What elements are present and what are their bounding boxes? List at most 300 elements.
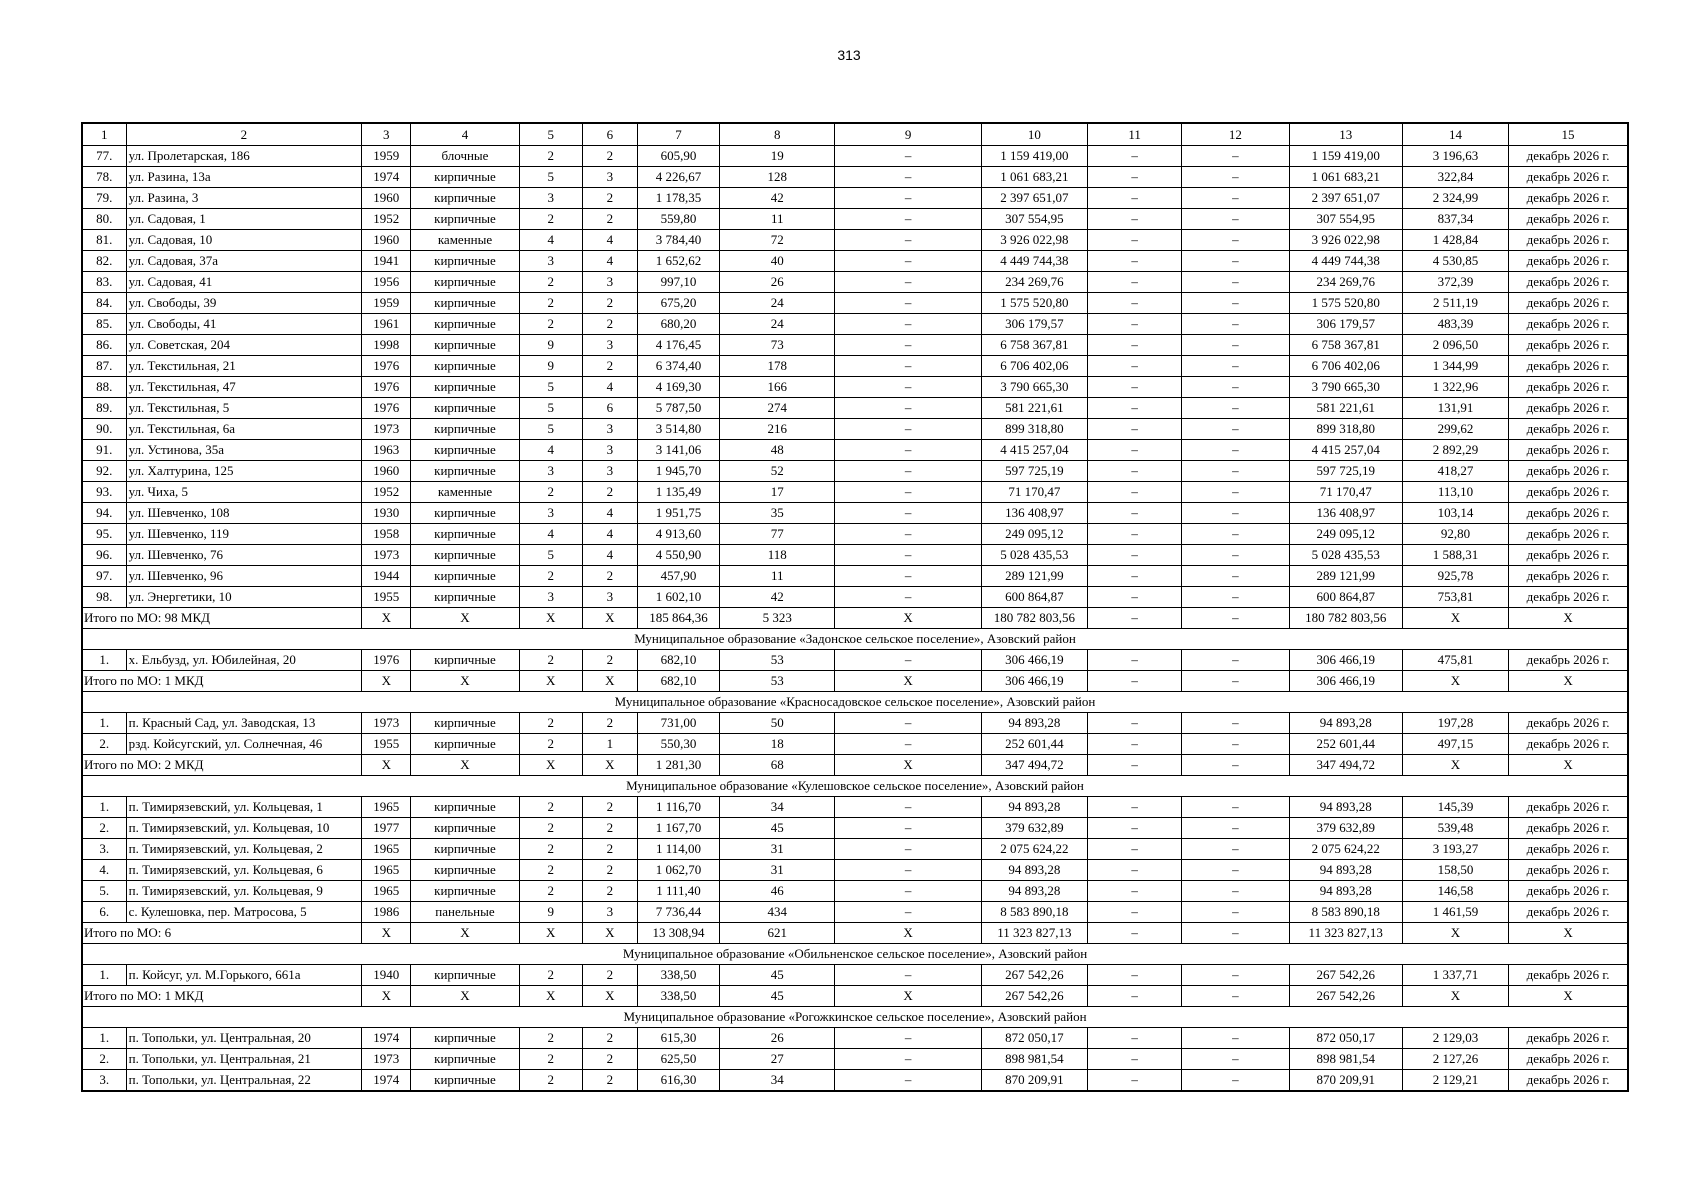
total-label: Итого по МО: 1 МКД: [82, 986, 362, 1007]
total-cell: X: [519, 671, 582, 692]
total-cell: –: [1182, 755, 1289, 776]
table-cell: –: [1182, 335, 1289, 356]
table-cell: кирпичные: [411, 734, 519, 755]
total-cell: X: [411, 755, 519, 776]
table-cell: –: [1182, 188, 1289, 209]
table-cell: 2: [519, 881, 582, 902]
table-cell: 2: [582, 881, 637, 902]
table-row: [82, 356, 1628, 377]
table-cell: –: [1088, 524, 1182, 545]
table-cell: 146,58: [1402, 881, 1508, 902]
table-cell: декабрь 2026 г.: [1509, 860, 1628, 881]
table-row: [82, 1049, 1628, 1070]
table-cell: –: [1182, 1070, 1289, 1092]
address-cell: с. Кулешовка, пер. Матросова, 5: [126, 902, 362, 923]
address-cell: п. Тимирязевский, ул. Кольцевая, 9: [126, 881, 362, 902]
column-number-cell: 13: [1289, 123, 1402, 146]
table-cell: 1 111,40: [637, 881, 719, 902]
table-cell: 497,15: [1402, 734, 1508, 755]
table-cell: 682,10: [637, 650, 719, 671]
table-cell: 249 095,12: [981, 524, 1087, 545]
table-cell: –: [1088, 1028, 1182, 1049]
table-cell: 1 575 520,80: [1289, 293, 1402, 314]
table-row: [82, 482, 1628, 503]
table-cell: 1 159 419,00: [1289, 146, 1402, 167]
table-cell: декабрь 2026 г.: [1509, 503, 1628, 524]
table-cell: 5: [519, 167, 582, 188]
table-cell: –: [1182, 587, 1289, 608]
table-cell: кирпичные: [411, 356, 519, 377]
total-cell: X: [582, 986, 637, 1007]
table-row: [82, 461, 1628, 482]
table-cell: кирпичные: [411, 818, 519, 839]
total-cell: X: [1509, 608, 1628, 629]
table-cell: –: [835, 377, 981, 398]
table-cell: декабрь 2026 г.: [1509, 902, 1628, 923]
table-cell: –: [1182, 356, 1289, 377]
table-cell: 267 542,26: [981, 965, 1087, 986]
table-cell: кирпичные: [411, 461, 519, 482]
table-cell: кирпичные: [411, 167, 519, 188]
table-cell: 4: [582, 524, 637, 545]
row-number-cell: 5.: [82, 881, 126, 902]
table-cell: –: [835, 356, 981, 377]
table-cell: 1976: [362, 356, 411, 377]
total-label: Итого по МО: 2 МКД: [82, 755, 362, 776]
table-cell: 2 397 651,07: [1289, 188, 1402, 209]
table-cell: кирпичные: [411, 503, 519, 524]
table-cell: 1: [582, 734, 637, 755]
table-cell: –: [1088, 902, 1182, 923]
row-number-cell: 81.: [82, 230, 126, 251]
table-cell: 925,78: [1402, 566, 1508, 587]
column-number-cell: 11: [1088, 123, 1182, 146]
table-cell: 6 706 402,06: [1289, 356, 1402, 377]
total-cell: 347 494,72: [981, 755, 1087, 776]
address-cell: п. Топольки, ул. Центральная, 21: [126, 1049, 362, 1070]
table-cell: 289 121,99: [981, 566, 1087, 587]
table-cell: 24: [720, 314, 835, 335]
column-number-cell: 14: [1402, 123, 1508, 146]
table-cell: 1 116,70: [637, 797, 719, 818]
address-cell: ул. Устинова, 35а: [126, 440, 362, 461]
row-number-cell: 1.: [82, 965, 126, 986]
municipality-section-row: [82, 692, 1628, 713]
row-number-cell: 91.: [82, 440, 126, 461]
table-cell: кирпичные: [411, 650, 519, 671]
total-cell: –: [1088, 671, 1182, 692]
table-cell: 3: [582, 335, 637, 356]
table-cell: кирпичные: [411, 524, 519, 545]
table-cell: декабрь 2026 г.: [1509, 398, 1628, 419]
table-cell: блочные: [411, 146, 519, 167]
table-cell: 680,20: [637, 314, 719, 335]
table-cell: 3 926 022,98: [1289, 230, 1402, 251]
address-cell: ул. Энергетики, 10: [126, 587, 362, 608]
table-cell: 2: [519, 482, 582, 503]
table-cell: 4: [582, 251, 637, 272]
table-cell: –: [835, 209, 981, 230]
total-cell: 68: [720, 755, 835, 776]
table-row: [82, 881, 1628, 902]
table-cell: декабрь 2026 г.: [1509, 1028, 1628, 1049]
address-cell: ул. Садовая, 10: [126, 230, 362, 251]
table-cell: –: [1088, 734, 1182, 755]
table-cell: 1 061 683,21: [981, 167, 1087, 188]
table-cell: кирпичные: [411, 881, 519, 902]
table-cell: декабрь 2026 г.: [1509, 1070, 1628, 1092]
table-cell: 5 028 435,53: [981, 545, 1087, 566]
table-cell: 4 169,30: [637, 377, 719, 398]
table-cell: –: [835, 440, 981, 461]
table-cell: –: [835, 650, 981, 671]
address-cell: п. Красный Сад, ул. Заводская, 13: [126, 713, 362, 734]
table-cell: 616,30: [637, 1070, 719, 1092]
table-cell: 17: [720, 482, 835, 503]
table-cell: 1960: [362, 461, 411, 482]
address-cell: ул. Шевченко, 76: [126, 545, 362, 566]
table-cell: –: [1088, 461, 1182, 482]
table-cell: 2 075 624,22: [981, 839, 1087, 860]
column-number-cell: 9: [835, 123, 981, 146]
table-row: [82, 1028, 1628, 1049]
table-cell: –: [1088, 650, 1182, 671]
table-cell: 4 449 744,38: [1289, 251, 1402, 272]
table-cell: 625,50: [637, 1049, 719, 1070]
table-cell: 178: [720, 356, 835, 377]
total-cell: 11 323 827,13: [1289, 923, 1402, 944]
column-number-cell: 1: [82, 123, 126, 146]
table-cell: 3: [582, 419, 637, 440]
table-cell: 19: [720, 146, 835, 167]
table-cell: –: [1088, 230, 1182, 251]
table-cell: 1965: [362, 860, 411, 881]
row-number-cell: 98.: [82, 587, 126, 608]
table-cell: 475,81: [1402, 650, 1508, 671]
total-cell: X: [519, 755, 582, 776]
table-cell: кирпичные: [411, 1070, 519, 1092]
row-number-cell: 86.: [82, 335, 126, 356]
row-number-cell: 88.: [82, 377, 126, 398]
column-number-row: [82, 123, 1628, 146]
table-cell: 2: [582, 146, 637, 167]
table-cell: 6: [582, 398, 637, 419]
table-cell: декабрь 2026 г.: [1509, 188, 1628, 209]
table-cell: 379 632,89: [981, 818, 1087, 839]
table-cell: 252 601,44: [981, 734, 1087, 755]
table-cell: декабрь 2026 г.: [1509, 650, 1628, 671]
table-cell: –: [1182, 524, 1289, 545]
table-cell: –: [835, 713, 981, 734]
table-cell: –: [1088, 335, 1182, 356]
table-cell: –: [1182, 146, 1289, 167]
table-cell: 2: [582, 482, 637, 503]
table-cell: –: [835, 524, 981, 545]
column-number-cell: 6: [582, 123, 637, 146]
table-cell: 434: [720, 902, 835, 923]
table-cell: 252 601,44: [1289, 734, 1402, 755]
table-cell: 8 583 890,18: [1289, 902, 1402, 923]
table-cell: 4 550,90: [637, 545, 719, 566]
table-cell: –: [835, 797, 981, 818]
total-cell: X: [835, 608, 981, 629]
row-number-cell: 92.: [82, 461, 126, 482]
table-cell: 2: [519, 818, 582, 839]
table-cell: 9: [519, 356, 582, 377]
table-cell: –: [1182, 713, 1289, 734]
municipality-section-title: Муниципальное образование «Рогожкинское сельское поселение», Азовский район: [82, 1007, 1628, 1028]
table-cell: 872 050,17: [981, 1028, 1087, 1049]
table-cell: 46: [720, 881, 835, 902]
row-number-cell: 94.: [82, 503, 126, 524]
table-cell: –: [1182, 1028, 1289, 1049]
table-cell: 94 893,28: [981, 797, 1087, 818]
row-number-cell: 2.: [82, 818, 126, 839]
table-cell: 73: [720, 335, 835, 356]
total-cell: 11 323 827,13: [981, 923, 1087, 944]
table-cell: 2: [519, 734, 582, 755]
table-cell: 1976: [362, 398, 411, 419]
table-cell: –: [835, 188, 981, 209]
table-cell: 145,39: [1402, 797, 1508, 818]
table-cell: 2: [519, 713, 582, 734]
table-cell: 1959: [362, 146, 411, 167]
table-cell: 45: [720, 965, 835, 986]
total-cell: X: [519, 986, 582, 1007]
table-cell: 1 061 683,21: [1289, 167, 1402, 188]
address-cell: ул. Пролетарская, 186: [126, 146, 362, 167]
total-cell: X: [519, 608, 582, 629]
table-cell: –: [1182, 965, 1289, 986]
table-cell: 6 374,40: [637, 356, 719, 377]
table-cell: –: [1088, 251, 1182, 272]
table-cell: –: [835, 566, 981, 587]
row-number-cell: 80.: [82, 209, 126, 230]
table-cell: декабрь 2026 г.: [1509, 461, 1628, 482]
address-cell: ул. Халтурина, 125: [126, 461, 362, 482]
table-cell: 1959: [362, 293, 411, 314]
address-cell: ул. Разина, 3: [126, 188, 362, 209]
table-cell: 1977: [362, 818, 411, 839]
row-number-cell: 79.: [82, 188, 126, 209]
total-cell: 180 782 803,56: [981, 608, 1087, 629]
table-cell: 372,39: [1402, 272, 1508, 293]
table-cell: 1930: [362, 503, 411, 524]
table-cell: –: [835, 482, 981, 503]
table-cell: 8 583 890,18: [981, 902, 1087, 923]
table-cell: 94 893,28: [1289, 860, 1402, 881]
table-cell: 3 790 665,30: [981, 377, 1087, 398]
table-cell: 2: [582, 1070, 637, 1092]
total-cell: –: [1088, 986, 1182, 1007]
total-cell: –: [1088, 923, 1182, 944]
table-cell: 2: [519, 797, 582, 818]
table-cell: 26: [720, 1028, 835, 1049]
table-row: [82, 314, 1628, 335]
municipality-total-row: [82, 608, 1628, 629]
table-cell: 9: [519, 902, 582, 923]
table-cell: –: [1088, 503, 1182, 524]
table-cell: –: [1182, 797, 1289, 818]
table-row: [82, 398, 1628, 419]
municipality-section-row: [82, 776, 1628, 797]
table-cell: 600 864,87: [1289, 587, 1402, 608]
row-number-cell: 77.: [82, 146, 126, 167]
total-cell: X: [1402, 755, 1508, 776]
table-cell: 1 135,49: [637, 482, 719, 503]
table-cell: 1965: [362, 839, 411, 860]
total-cell: 267 542,26: [1289, 986, 1402, 1007]
table-cell: 899 318,80: [1289, 419, 1402, 440]
address-cell: ул. Свободы, 41: [126, 314, 362, 335]
total-cell: X: [835, 755, 981, 776]
table-cell: 2: [582, 566, 637, 587]
total-cell: X: [362, 755, 411, 776]
table-cell: кирпичные: [411, 293, 519, 314]
table-row: [82, 797, 1628, 818]
table-cell: –: [1088, 377, 1182, 398]
table-row: [82, 587, 1628, 608]
table-row: [82, 818, 1628, 839]
table-row: [82, 902, 1628, 923]
table-cell: –: [1182, 377, 1289, 398]
total-cell: X: [362, 608, 411, 629]
table-cell: декабрь 2026 г.: [1509, 335, 1628, 356]
table-cell: 2: [582, 1028, 637, 1049]
table-cell: 1974: [362, 167, 411, 188]
total-cell: X: [362, 923, 411, 944]
table-cell: 457,90: [637, 566, 719, 587]
table-cell: –: [1182, 566, 1289, 587]
total-label: Итого по МО: 1 МКД: [82, 671, 362, 692]
table-cell: 2 129,03: [1402, 1028, 1508, 1049]
table-cell: 2: [582, 797, 637, 818]
table-cell: 1 178,35: [637, 188, 719, 209]
table-cell: 289 121,99: [1289, 566, 1402, 587]
table-cell: –: [1088, 818, 1182, 839]
table-cell: –: [1088, 965, 1182, 986]
table-cell: 131,91: [1402, 398, 1508, 419]
table-cell: 94 893,28: [1289, 713, 1402, 734]
table-cell: 597 725,19: [1289, 461, 1402, 482]
table-cell: 136 408,97: [981, 503, 1087, 524]
table-cell: декабрь 2026 г.: [1509, 146, 1628, 167]
total-cell: X: [1402, 608, 1508, 629]
table-cell: –: [1182, 839, 1289, 860]
table-cell: 18: [720, 734, 835, 755]
address-cell: п. Тимирязевский, ул. Кольцевая, 6: [126, 860, 362, 881]
table-cell: 40: [720, 251, 835, 272]
table-cell: 3: [582, 167, 637, 188]
municipality-total-row: [82, 755, 1628, 776]
total-cell: X: [1402, 923, 1508, 944]
table-cell: –: [835, 818, 981, 839]
table-cell: 1 945,70: [637, 461, 719, 482]
row-number-cell: 2.: [82, 1049, 126, 1070]
table-cell: 1 344,99: [1402, 356, 1508, 377]
table-cell: 1976: [362, 650, 411, 671]
total-cell: X: [835, 923, 981, 944]
table-cell: кирпичные: [411, 272, 519, 293]
table-cell: 6 758 367,81: [981, 335, 1087, 356]
table-cell: декабрь 2026 г.: [1509, 839, 1628, 860]
table-cell: 1 114,00: [637, 839, 719, 860]
table-cell: 249 095,12: [1289, 524, 1402, 545]
table-cell: 4 530,85: [1402, 251, 1508, 272]
table-cell: 71 170,47: [981, 482, 1087, 503]
table-cell: –: [1088, 1049, 1182, 1070]
column-number-cell: 10: [981, 123, 1087, 146]
table-cell: –: [835, 587, 981, 608]
table-cell: декабрь 2026 г.: [1509, 818, 1628, 839]
table-cell: 1960: [362, 188, 411, 209]
table-cell: 94 893,28: [1289, 797, 1402, 818]
total-cell: 180 782 803,56: [1289, 608, 1402, 629]
table-cell: 4 176,45: [637, 335, 719, 356]
table-cell: кирпичные: [411, 839, 519, 860]
table-row: [82, 965, 1628, 986]
table-cell: 1956: [362, 272, 411, 293]
total-cell: X: [411, 608, 519, 629]
municipality-total-row: [82, 671, 1628, 692]
total-cell: –: [1088, 755, 1182, 776]
table-cell: 870 209,91: [981, 1070, 1087, 1092]
table-cell: декабрь 2026 г.: [1509, 566, 1628, 587]
table-cell: 1960: [362, 230, 411, 251]
table-row: [82, 713, 1628, 734]
table-cell: 2 892,29: [1402, 440, 1508, 461]
table-cell: 45: [720, 818, 835, 839]
table-cell: 2: [519, 293, 582, 314]
table-cell: 42: [720, 188, 835, 209]
page-number: 313: [837, 47, 861, 63]
table-cell: –: [1088, 314, 1182, 335]
table-cell: декабрь 2026 г.: [1509, 734, 1628, 755]
table-cell: 4 226,67: [637, 167, 719, 188]
table-cell: 1974: [362, 1028, 411, 1049]
table-cell: кирпичные: [411, 587, 519, 608]
total-cell: –: [1088, 608, 1182, 629]
table-cell: 1 062,70: [637, 860, 719, 881]
total-cell: X: [362, 671, 411, 692]
table-cell: 3: [519, 251, 582, 272]
table-cell: –: [835, 545, 981, 566]
address-cell: ул. Разина, 13а: [126, 167, 362, 188]
table-cell: –: [1088, 146, 1182, 167]
table-cell: 997,10: [637, 272, 719, 293]
table-cell: 24: [720, 293, 835, 314]
table-cell: декабрь 2026 г.: [1509, 482, 1628, 503]
table-cell: 1973: [362, 419, 411, 440]
table-cell: декабрь 2026 г.: [1509, 167, 1628, 188]
column-number-cell: 15: [1509, 123, 1628, 146]
table-cell: 1958: [362, 524, 411, 545]
total-cell: X: [1402, 986, 1508, 1007]
total-cell: 53: [720, 671, 835, 692]
table-cell: 31: [720, 860, 835, 881]
table-cell: –: [1088, 587, 1182, 608]
table-cell: –: [1182, 272, 1289, 293]
table-cell: –: [1088, 398, 1182, 419]
table-cell: –: [1182, 293, 1289, 314]
row-number-cell: 3.: [82, 1070, 126, 1092]
table-cell: 1998: [362, 335, 411, 356]
table-cell: –: [835, 1049, 981, 1070]
row-number-cell: 3.: [82, 839, 126, 860]
table-cell: 197,28: [1402, 713, 1508, 734]
row-number-cell: 1.: [82, 1028, 126, 1049]
table-cell: декабрь 2026 г.: [1509, 377, 1628, 398]
